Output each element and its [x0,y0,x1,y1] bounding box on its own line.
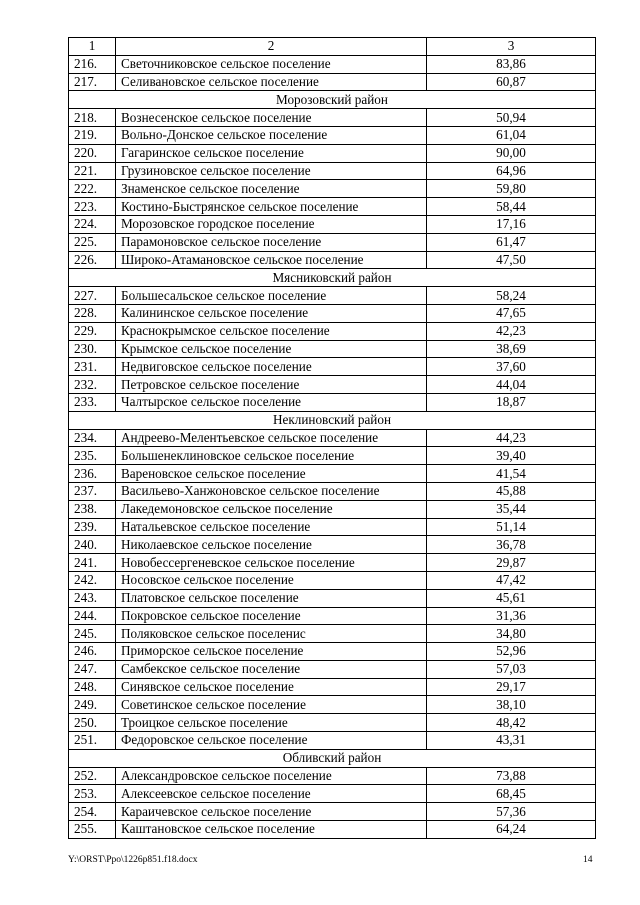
settlement-name: Краснокрымское сельское поселение [116,322,427,340]
settlement-name: Морозовское городское поселение [116,215,427,233]
table-row [69,251,596,269]
row-value: 57,36 [427,803,596,821]
row-number: 251. [69,732,116,750]
row-value: 38,69 [427,340,596,358]
row-value: 61,47 [427,233,596,251]
table-row [69,785,596,803]
row-number: 243. [69,589,116,607]
table-row [69,643,596,661]
row-value: 48,42 [427,714,596,732]
row-number: 227. [69,287,116,305]
row-value: 34,80 [427,625,596,643]
row-number: 233. [69,393,116,411]
table-row [69,376,596,394]
row-number: 228. [69,304,116,322]
table-row [69,518,596,536]
settlement-name: Носовское сельское поселение [116,571,427,589]
row-number: 217. [69,73,116,91]
settlement-name: Приморское сельское поселение [116,643,427,661]
settlement-name: Калининское сельское поселение [116,304,427,322]
row-value: 47,65 [427,304,596,322]
district-row [69,749,596,767]
table-row [69,126,596,144]
table-row [69,340,596,358]
row-value: 43,31 [427,732,596,750]
settlement-name: Большесальское сельское поселение [116,287,427,305]
table-row [69,429,596,447]
settlement-name: Крымское сельское поселение [116,340,427,358]
row-number: 223. [69,198,116,216]
row-value: 29,17 [427,678,596,696]
row-number: 239. [69,518,116,536]
table-row [69,358,596,376]
row-value: 59,80 [427,180,596,198]
row-value: 68,45 [427,785,596,803]
settlement-name: Вареновское сельское поселение [116,465,427,483]
table-row [69,465,596,483]
row-number: 250. [69,714,116,732]
row-value: 41,54 [427,465,596,483]
column-header-value: 3 [427,38,596,56]
settlement-name: Андреево-Мелентьевское сельское поселение [116,429,427,447]
district-name: Обливский район [69,749,596,767]
row-value: 52,96 [427,643,596,661]
table-row [69,198,596,216]
page-number: 14 [583,855,593,865]
row-value: 45,61 [427,589,596,607]
row-value: 31,36 [427,607,596,625]
row-number: 216. [69,55,116,73]
district-row [69,91,596,109]
row-value: 47,50 [427,251,596,269]
row-value: 60,87 [427,73,596,91]
row-number: 249. [69,696,116,714]
settlement-name: Недвиговское сельское поселение [116,358,427,376]
settlement-name: Александровское сельское поселение [116,767,427,785]
row-number: 219. [69,126,116,144]
row-number: 246. [69,643,116,661]
row-value: 39,40 [427,447,596,465]
row-value: 35,44 [427,500,596,518]
row-value: 17,16 [427,215,596,233]
row-number: 238. [69,500,116,518]
district-row [69,269,596,287]
row-number: 244. [69,607,116,625]
row-number: 221. [69,162,116,180]
row-number: 229. [69,322,116,340]
settlement-name: Федоровское сельское поселение [116,732,427,750]
table-row [69,180,596,198]
table-row [69,803,596,821]
settlement-name: Широко-Атамановское сельское поселение [116,251,427,269]
row-value: 38,10 [427,696,596,714]
row-number: 225. [69,233,116,251]
row-value: 73,88 [427,767,596,785]
table-row [69,109,596,127]
table-row [69,482,596,500]
row-number: 237. [69,482,116,500]
settlement-name: Гагаринское сельское поселение [116,144,427,162]
row-number: 232. [69,376,116,394]
row-number: 247. [69,660,116,678]
row-value: 42,23 [427,322,596,340]
row-value: 57,03 [427,660,596,678]
settlement-name: Вознесенское сельское поселение [116,109,427,127]
table-row [69,304,596,322]
row-value: 45,88 [427,482,596,500]
settlement-name: Лакедемоновское сельское поселение [116,500,427,518]
data-table [68,37,596,839]
settlement-name: Синявское сельское поселение [116,678,427,696]
row-number: 245. [69,625,116,643]
table-row [69,660,596,678]
row-value: 61,04 [427,126,596,144]
settlement-name: Платовское сельское поселение [116,589,427,607]
table-row [69,287,596,305]
settlement-name: Петровское сельское поселение [116,376,427,394]
table-row [69,55,596,73]
settlement-name: Знаменское сельское поселение [116,180,427,198]
row-number: 235. [69,447,116,465]
header-row [69,38,596,56]
table-row [69,767,596,785]
row-number: 220. [69,144,116,162]
settlement-name: Каштановское сельское поселение [116,821,427,839]
settlement-name: Васильево-Ханжоновское сельское поселение [116,482,427,500]
table-row [69,696,596,714]
row-value: 44,23 [427,429,596,447]
settlement-name: Вольно-Донское сельское поселение [116,126,427,144]
table-row [69,554,596,572]
row-number: 234. [69,429,116,447]
settlement-name: Поляковское сельское поселенис [116,625,427,643]
settlement-name: Алексеевское сельское поселение [116,785,427,803]
district-name: Мясниковский район [69,269,596,287]
table-row [69,625,596,643]
row-value: 47,42 [427,571,596,589]
row-number: 254. [69,803,116,821]
table-row [69,536,596,554]
table-row [69,732,596,750]
row-number: 255. [69,821,116,839]
table-row [69,589,596,607]
row-value: 50,94 [427,109,596,127]
table-row [69,393,596,411]
row-value: 64,96 [427,162,596,180]
table-row [69,447,596,465]
settlement-name: Троицкое сельское поселение [116,714,427,732]
row-number: 226. [69,251,116,269]
settlement-name: Светочниковское сельское поселение [116,55,427,73]
table-row [69,714,596,732]
district-name: Морозовский район [69,91,596,109]
settlement-name: Большенеклиновское сельское поселение [116,447,427,465]
table-row [69,607,596,625]
row-number: 248. [69,678,116,696]
settlement-name: Караичевское сельское поселение [116,803,427,821]
table-body [69,55,596,838]
footer-file-path: Y:\ORST\Ppo\1226p851.f18.docx [68,855,198,865]
table-row [69,233,596,251]
table-row [69,821,596,839]
settlement-name: Самбекское сельское поселение [116,660,427,678]
column-header-number: 1 [69,38,116,56]
row-value: 51,14 [427,518,596,536]
row-value: 29,87 [427,554,596,572]
settlement-name: Грузиновское сельское поселение [116,162,427,180]
row-value: 90,00 [427,144,596,162]
row-value: 18,87 [427,393,596,411]
settlement-name: Покровское сельское поселение [116,607,427,625]
row-number: 222. [69,180,116,198]
row-number: 253. [69,785,116,803]
row-number: 230. [69,340,116,358]
settlement-name: Николаевское сельское поселение [116,536,427,554]
table-row [69,571,596,589]
row-value: 58,44 [427,198,596,216]
row-number: 236. [69,465,116,483]
row-number: 240. [69,536,116,554]
settlement-name: Новобессергеневское сельское поселение [116,554,427,572]
row-value: 58,24 [427,287,596,305]
table-row [69,322,596,340]
row-number: 231. [69,358,116,376]
row-value: 83,86 [427,55,596,73]
table-row [69,678,596,696]
row-value: 44,04 [427,376,596,394]
row-value: 64,24 [427,821,596,839]
table-row [69,162,596,180]
column-header-name: 2 [116,38,427,56]
row-number: 241. [69,554,116,572]
settlement-name: Чалтырское сельское поселение [116,393,427,411]
settlement-name: Парамоновское сельское поселение [116,233,427,251]
table-row [69,500,596,518]
row-number: 252. [69,767,116,785]
table-row [69,73,596,91]
row-value: 36,78 [427,536,596,554]
row-number: 218. [69,109,116,127]
table-row [69,215,596,233]
district-row [69,411,596,429]
settlement-name: Натальевское сельское поселение [116,518,427,536]
row-number: 242. [69,571,116,589]
settlement-name: Советинское сельское поселение [116,696,427,714]
table-row [69,144,596,162]
row-value: 37,60 [427,358,596,376]
district-name: Неклиновский район [69,411,596,429]
settlement-name: Селивановское сельское поселение [116,73,427,91]
settlement-name: Костино-Быстрянское сельское поселение [116,198,427,216]
row-number: 224. [69,215,116,233]
